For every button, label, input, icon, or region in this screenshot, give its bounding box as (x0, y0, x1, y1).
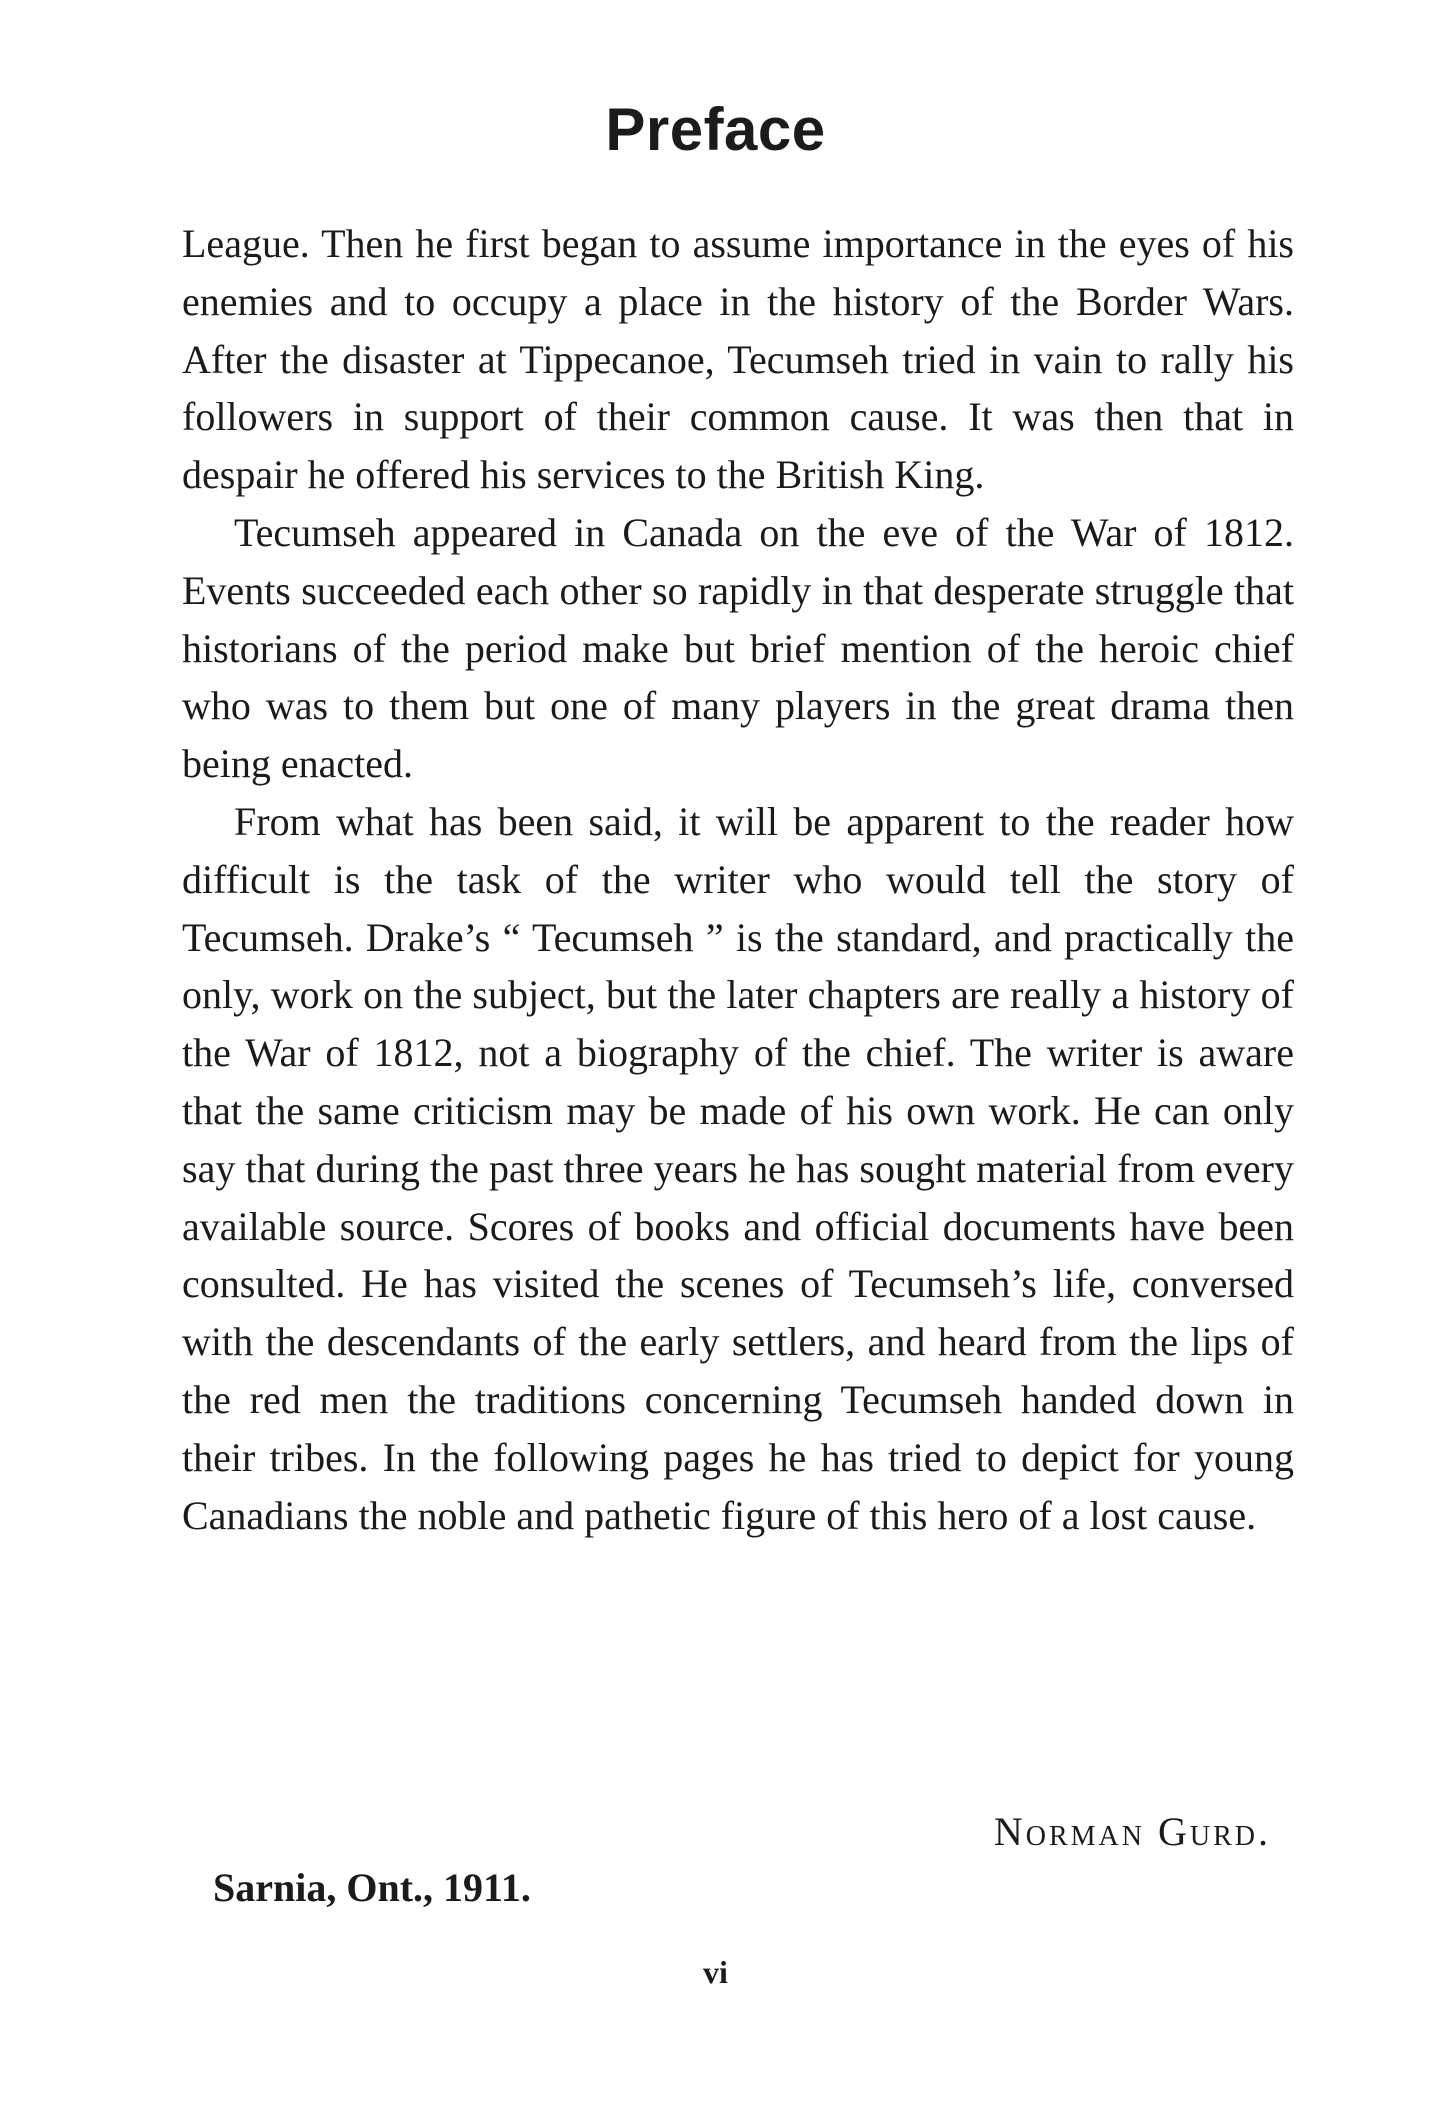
paragraph-2: Tecumseh appeared in Canada on the eve of the War of 1812. Events succeeded each other so rapidly in that desperate struggle that historians of the period make but brief mention of the heroic chief who was to them but one of many players in the great drama then being enacted. (182, 509, 1294, 787)
place-date: Sarnia, Ont., 1911. (213, 1865, 531, 1910)
page-number: vi (703, 1954, 728, 1990)
paragraph-3: From what has been said, it will be apparent to the reader how difficult is the task of the writer who would tell the story of Tecumseh. Drake’s “ Tecumseh ” is the standard, and practically the only, work on the subject, but the later chapters are really a history of the War of 1812, not a biography of the chief. The writer is aware that the same criticism may be made of his own work. He can only say that during the past three years he has sought material from every available source. Scores of books and official documents have been consulted. He has visited the scenes of Tecumseh’s life, conversed with the descendants of the early settlers, and heard from the lips of the red men the traditions concerning Tecumseh handed down in their tribes. In the following pages he has tried to depict for young Canadians the noble and pathetic figure of this hero of a lost cause. (182, 798, 1294, 1538)
paragraph-1: League. Then he first began to assume importance in the eyes of his enemies and to occupy a place in the history of the Border Wars. After the disaster at Tippecanoe, Tecumseh tried in vain to rally his followers in support of their common cause. It was then that in despair he offered his services to the British King. (182, 221, 1294, 498)
body-text (182, 215, 1294, 1544)
page-heading: Preface (605, 96, 826, 163)
author-signature: Norman Gurd. (993, 1809, 1271, 1854)
